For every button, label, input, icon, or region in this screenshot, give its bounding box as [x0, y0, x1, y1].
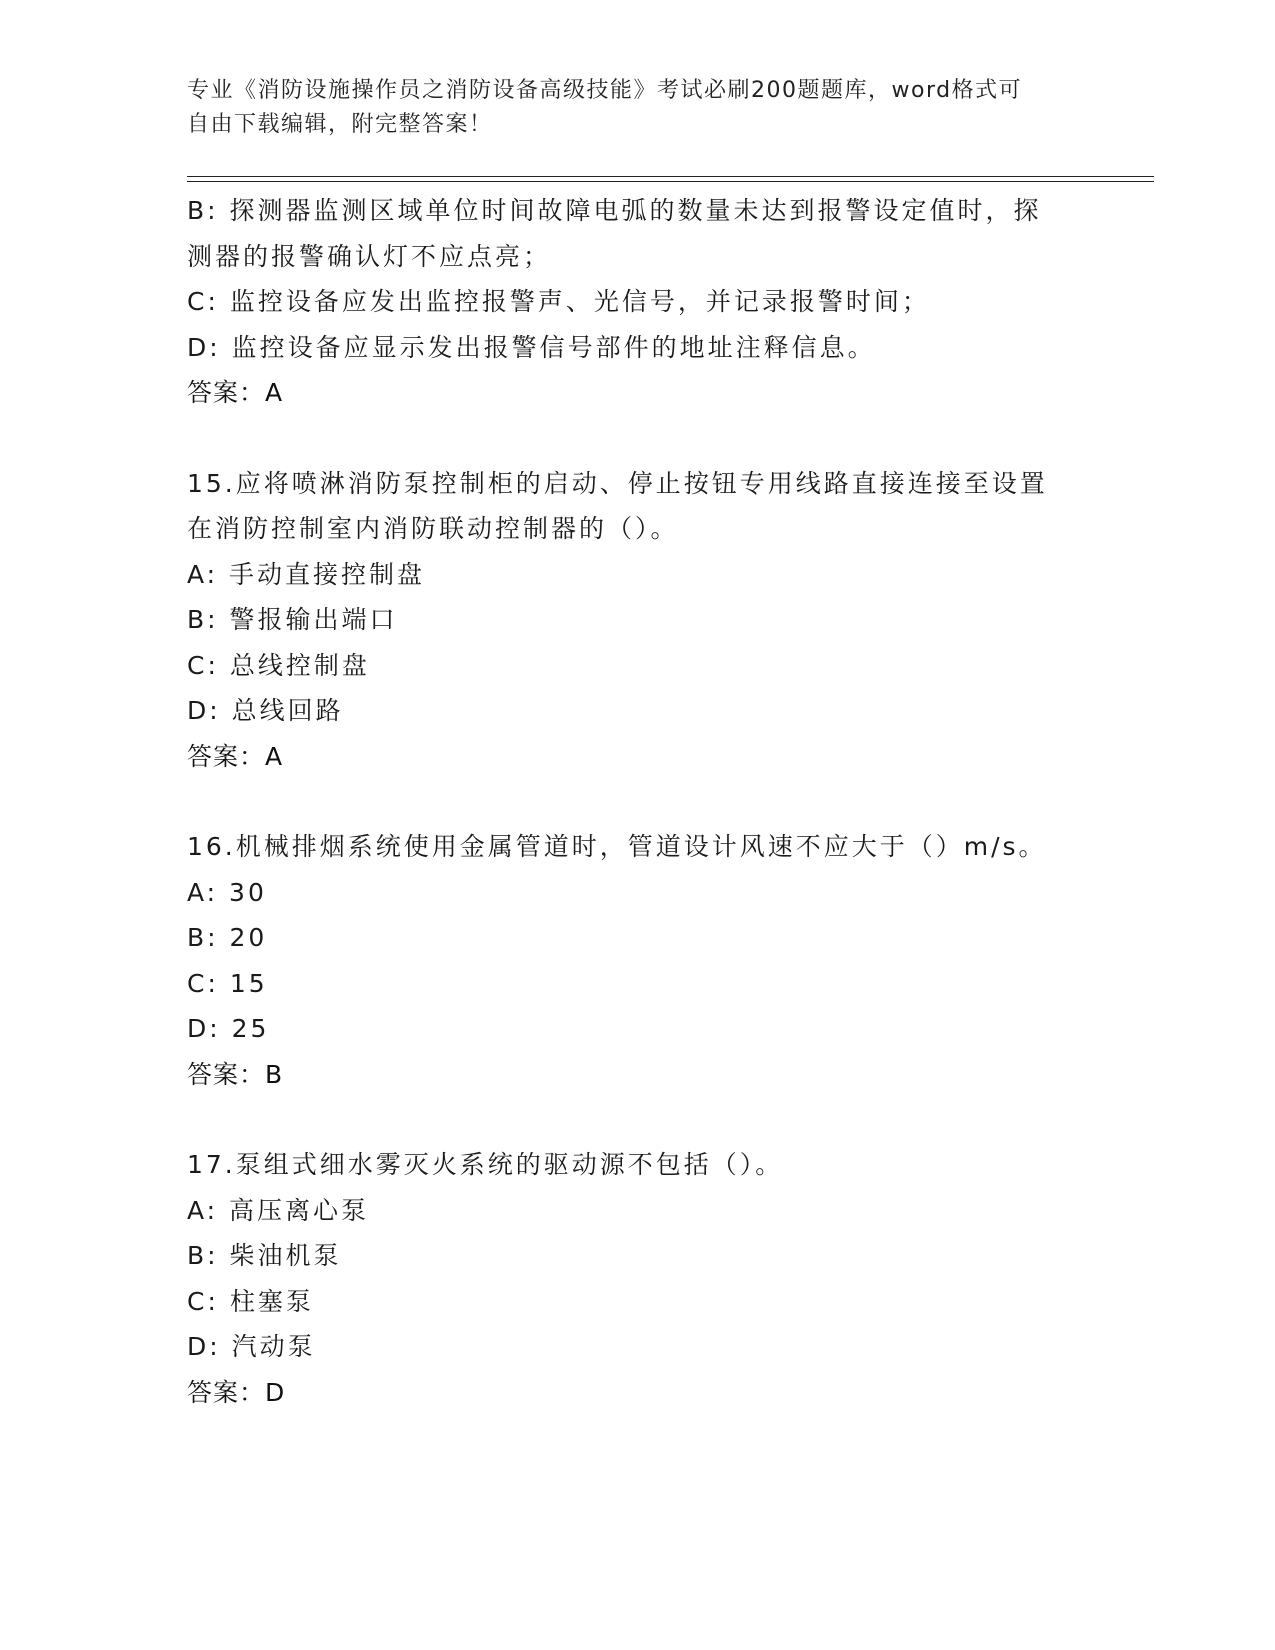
question-17 — [187, 1142, 1087, 1415]
question-content — [187, 188, 1087, 1415]
option-c: C: 柱塞泵 — [187, 1286, 314, 1316]
answer: 答案：B — [187, 1059, 284, 1089]
option-a: A: 30 — [187, 877, 267, 907]
option-a: A: 高压离心泵 — [187, 1195, 370, 1225]
document-header — [187, 74, 1067, 142]
option-b: B: 柴油机泵 — [187, 1241, 342, 1270]
question-16 — [187, 824, 1087, 1097]
option-c: C: 15 — [187, 968, 268, 998]
option-c: C: 总线控制盘 — [187, 650, 370, 680]
answer: 答案：A — [187, 378, 284, 407]
option-b: B: 警报输出端口 — [187, 605, 398, 634]
answer: 答案：D — [187, 1377, 286, 1407]
option-b: B: 20 — [187, 923, 268, 952]
question-stem: 15.应将喷淋消防泵控制柜的启动、停止按钮专用线路直接连接至设置 — [187, 468, 1048, 498]
option-d: D: 25 — [187, 1014, 270, 1043]
spacer — [187, 779, 1087, 824]
spacer — [187, 1097, 1087, 1142]
question-stem: 16.机械排烟系统使用金属管道时，管道设计风速不应大于（）m/s。 — [187, 832, 1047, 861]
question-15 — [187, 461, 1087, 780]
header-divider-bottom — [187, 181, 1154, 182]
header-divider-top — [187, 176, 1154, 177]
header-line-1: 专业《消防设施操作员之消防设备高级技能》考试必刷200题题库，word格式可 — [187, 78, 1023, 103]
previous-question-block — [187, 188, 1087, 416]
option-c: C: 监控设备应发出监控报警声、光信号，并记录报警时间； — [187, 287, 930, 316]
option-d: D: 总线回路 — [187, 696, 344, 725]
spacer — [187, 416, 1087, 461]
option-b: B: 探测器监测区域单位时间故障电弧的数量未达到报警设定值时，探 — [187, 196, 1042, 225]
question-stem: 17.泵组式细水雾灭火系统的驱动源不包括（）。 — [187, 1150, 784, 1179]
option-b-continued: 测器的报警确认灯不应点亮； — [187, 241, 552, 271]
header-line-2: 自由下载编辑，附完整答案！ — [187, 112, 493, 137]
option-d: D: 监控设备应显示发出报警信号部件的地址注释信息。 — [187, 332, 876, 362]
option-d: D: 汽动泵 — [187, 1332, 316, 1361]
answer: 答案：A — [187, 741, 284, 771]
option-a: A: 手动直接控制盘 — [187, 559, 426, 589]
question-stem-continued: 在消防控制室内消防联动控制器的（）。 — [187, 514, 679, 543]
